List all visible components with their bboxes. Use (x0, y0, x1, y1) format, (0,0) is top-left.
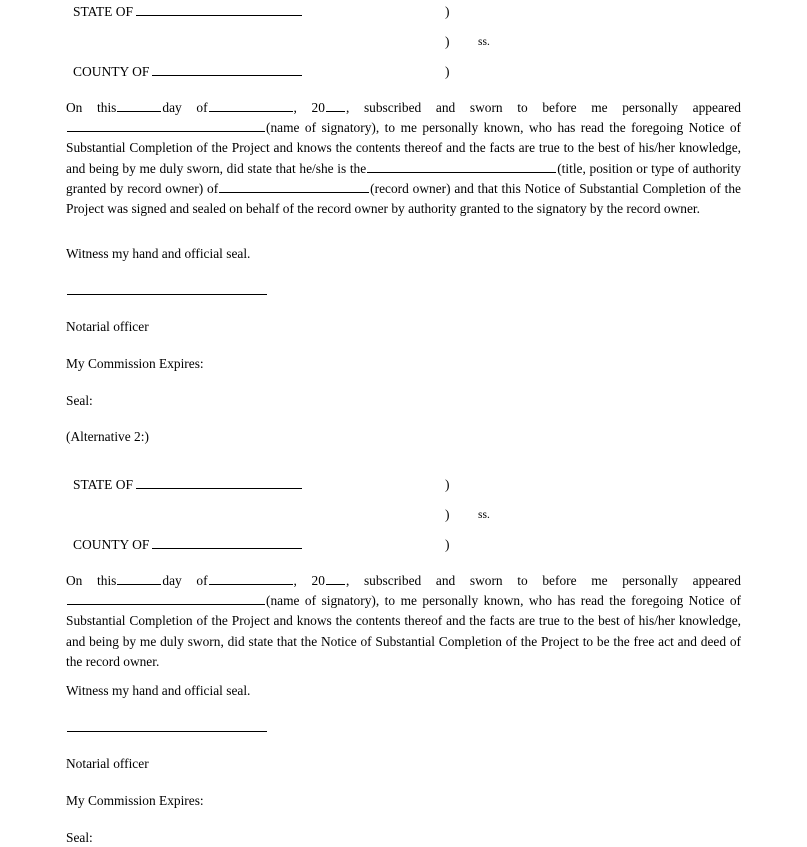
venue-paren-1: ) (445, 477, 450, 492)
seal-label-1: Seal: (66, 393, 93, 408)
para1-seg3: , 20 (293, 100, 325, 115)
ss-label: ss. (478, 36, 490, 48)
acknowledgment-paragraph-2 (66, 571, 741, 672)
para1-seg2: day of (162, 100, 208, 115)
state-of-label: STATE OF (73, 4, 134, 19)
witness-statement-1: Witness my hand and official seal. (66, 246, 251, 261)
venue-paren-2: ) (445, 34, 450, 49)
county-of-label: COUNTY OF (73, 64, 150, 79)
witness-statement-2: Witness my hand and official seal. (66, 683, 251, 698)
year-blank-1[interactable] (326, 99, 345, 112)
ss-label: ss. (478, 509, 490, 521)
para1-seg5: (name of signatory), to me personally known, who has read the foregoing Notice of Substantial Completion of the Project and knows the contents thereof and the facts are true to the best of his/her knowledge, and being by me duly sworn, did state that he/she is the (66, 120, 741, 176)
para1-seg1: On this (66, 100, 117, 115)
venue-paren-3: ) (445, 537, 450, 552)
venue-block-2 (0, 473, 807, 563)
para1-seg4: , subscribed and sworn to before me personally appeared (345, 100, 741, 115)
month-blank-1[interactable] (209, 99, 293, 112)
para1-seg7: (record owner) and that this Notice of Substantial Completion of the Project was signed and sealed on behalf of the record owner by authority granted to the signatory by the record owner. (66, 180, 741, 217)
acknowledgment-paragraph-1 (66, 98, 741, 219)
ss-row-1 (66, 32, 741, 52)
signatory-blank-2[interactable] (67, 592, 265, 605)
county-of-label: COUNTY OF (73, 537, 150, 552)
para2-seg5: (name of signatory), to me personally known, who has read the foregoing Notice of Substantial Completion of the Project and knows the contents thereof and the facts are true to the best of his/her knowledge, and being by me duly sworn, did state that the Notice of Substantial Completion of the Project to be the free act and deed of the record owner. (66, 593, 741, 669)
record-owner-blank-1[interactable] (219, 180, 369, 193)
commission-expires-label-1: My Commission Expires: (66, 356, 204, 371)
day-blank-1[interactable] (117, 99, 161, 112)
state-of-row-1 (66, 2, 741, 22)
state-of-label: STATE OF (73, 477, 134, 492)
para2-seg2: day of (162, 573, 208, 588)
para1-seg6: (title, position or type of authority granted by record owner) of (66, 160, 741, 196)
day-blank-2[interactable] (117, 572, 161, 585)
notary-signature-line-2[interactable] (67, 731, 267, 732)
acknowledgment-block-2 (0, 473, 807, 845)
county-of-blank[interactable] (152, 62, 302, 76)
signatory-blank-1[interactable] (67, 119, 265, 132)
venue-paren-3: ) (445, 64, 450, 79)
para2-seg4: , subscribed and sworn to before me personally appeared (345, 573, 741, 588)
year-blank-2[interactable] (326, 572, 345, 585)
county-of-blank[interactable] (152, 535, 302, 549)
state-of-row-2 (66, 475, 741, 495)
month-blank-2[interactable] (209, 572, 293, 585)
state-of-blank[interactable] (136, 475, 302, 489)
county-of-row-2 (66, 535, 741, 555)
notary-signature-line-1[interactable] (67, 294, 267, 295)
venue-paren-2: ) (445, 507, 450, 522)
acknowledgment-block-1 (0, 0, 807, 408)
venue-paren-1: ) (445, 4, 450, 19)
title-blank-1[interactable] (367, 160, 556, 173)
ss-row-2 (66, 505, 741, 525)
commission-expires-label-2: My Commission Expires: (66, 793, 204, 808)
alternative-2-label: (Alternative 2:) (66, 429, 149, 444)
venue-block-1 (0, 0, 807, 90)
notarial-officer-label-1: Notarial officer (66, 319, 149, 334)
seal-label-2: Seal: (66, 830, 93, 845)
para2-seg1: On this (66, 573, 117, 588)
notarial-officer-label-2: Notarial officer (66, 756, 149, 771)
state-of-blank[interactable] (136, 2, 302, 16)
para2-seg3: , 20 (293, 573, 325, 588)
county-of-row-1 (66, 62, 741, 82)
